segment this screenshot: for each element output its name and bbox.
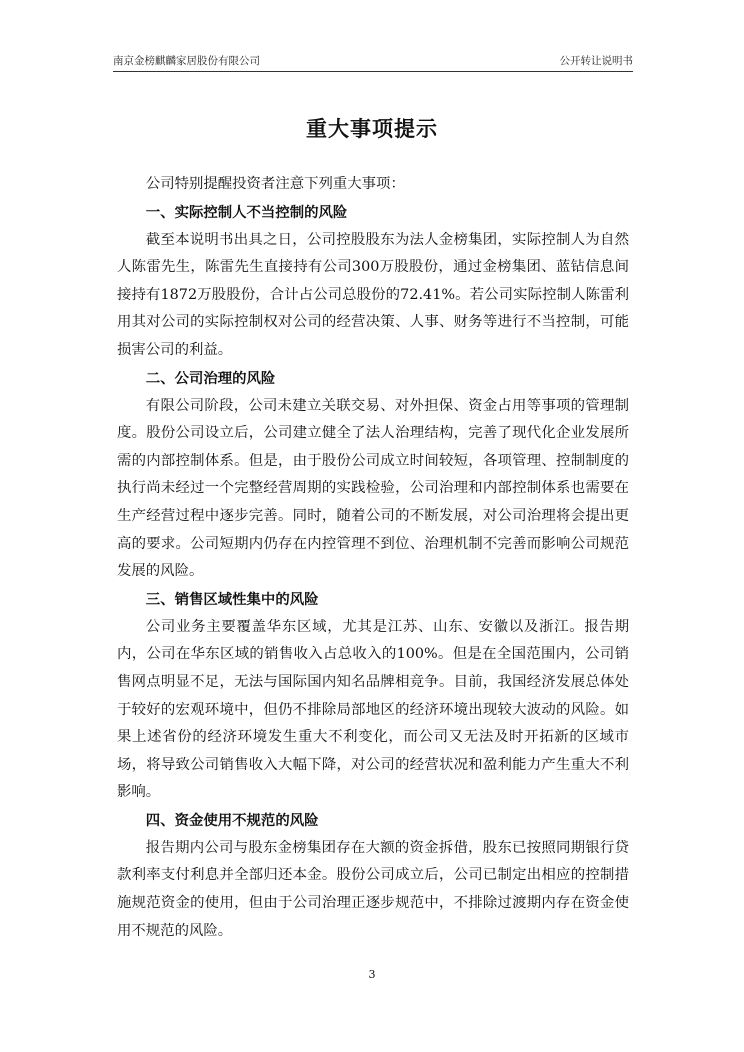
section-3-paragraph: 公司业务主要覆盖华东区域，尤其是江苏、山东、安徽以及浙江。报告期内，公司在华东区域的销售收入占总收入的100%。但是在全国范围内，公司销售网点明显不足，无法与国际国内知名品牌相竞争。目前，我国经济发展总体处于较好的宏观环境中，但仍不排除局部地区的经济环境出现较大波动的风险。如果上述省份的经济环境发生重大不利变化，而公司又无法及时开拓新的区域市场，将导致公司销售收入大幅下降，对公司的经营状况和盈利能力产生重大不利影响。	[117, 618, 629, 801]
section-heading-1: 一、实际控制人不当控制的风险	[145, 204, 348, 221]
header-document-type: 公开转让说明书	[559, 55, 633, 67]
header-rule	[113, 71, 633, 72]
section-4-paragraph: 报告期内公司与股东金榜集团存在大额的资金拆借，股东已按照同期银行贷款利率支付利息并全部归还本金。股份公司成立后，公司已制定出相应的控制措施规范资金的使用，但由于公司治理正逐步规范中，不排除过渡期内存在资金使用不规范的风险。	[117, 839, 629, 939]
intro-paragraph: 公司特别提醒投资者注意下列重大事项：	[145, 176, 405, 192]
section-heading-4: 四、资金使用不规范的风险	[145, 812, 319, 829]
section-2-paragraph: 有限公司阶段，公司未建立关联交易、对外担保、资金占用等事项的管理制度。股份公司设立后，公司建立健全了法人治理结构，完善了现代化企业发展所需的内部控制体系。但是，由于股份公司成立时间较短，各项管理、控制制度的执行尚未经过一个完整经营周期的实践检验，公司治理和内部控制体系也需要在生产经营过程中逐步完善。同时，随着公司的不断发展，对公司治理将会提出更高的要求。公司短期内仍存在内控管理不到位、治理机制不完善而影响公司规范发展的风险。	[117, 397, 629, 580]
header-company-name: 南京金榜麒麟家居股份有限公司	[113, 55, 260, 67]
page-header	[113, 52, 633, 70]
section-1-paragraph: 截至本说明书出具之日，公司控股股东为法人金榜集团，实际控制人为自然人陈雷先生，陈雷先生直接持有公司300万股股份，通过金榜集团、蓝钻信息间接持有1872万股股份，合计占公司总股份的72.41%。若公司实际控制人陈雷利用其对公司的实际控制权对公司的经营决策、人事、财务等进行不当控制，可能损害公司的利益。	[117, 231, 629, 358]
page-number: 3	[368, 968, 376, 981]
page-title: 重大事项提示	[306, 117, 438, 141]
section-heading-2: 二、公司治理的风险	[145, 370, 276, 387]
document-body	[117, 171, 629, 945]
section-heading-3: 三、销售区域性集中的风险	[145, 591, 319, 608]
